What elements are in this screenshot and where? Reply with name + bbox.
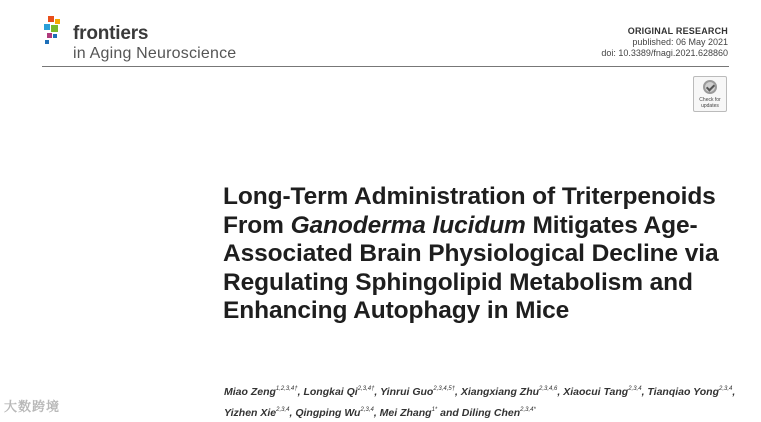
journal-name: in Aging Neuroscience [73,45,237,62]
watermark: 大数跨境 [4,399,61,414]
doi-link[interactable]: doi: 10.3389/fnagi.2021.628860 [601,48,728,58]
author-separator: and [437,407,462,419]
affiliation-marker: 2,3,4 [718,386,733,392]
check-for-updates-button[interactable] [693,76,727,112]
affiliation-marker: 2,3,4 [628,386,642,392]
check-icon [703,80,717,94]
article-title: Long-Term Administration of Triterpenoids From Ganoderma lucidum Mitigates Age-Associated Brain Physiological Decline via Regulating Sphingolipid Metabolism and Enhancing Autophagy in Mice [223,183,719,324]
species-name: Ganoderma lucidum [290,211,526,239]
published-date: published: 06 May 2021 [632,37,728,47]
author-list [224,380,744,422]
author-separator: , [297,386,304,398]
affiliation-marker: 1* [431,407,438,413]
affiliation-marker: 1,2,3,4† [275,386,298,392]
author-name[interactable]: Qingping Wu$^{2,3,4}$ [295,407,374,419]
author-name[interactable]: Longkai $Qi^{2,3,4\dagger}$ [303,386,375,398]
author-separator: , [455,386,461,398]
author-separator: , [373,407,380,419]
article-meta [601,26,728,59]
affiliation-marker: 2,3,4 [360,407,374,413]
author-name[interactable]: Xiaocui Tang$^{2,3,4}$ [563,386,642,398]
brand-name: frontiers [73,23,149,44]
article-type: ORIGINAL RESEARCH [627,26,728,36]
author-separator: , [374,386,381,398]
author-separator: , [289,407,296,419]
author-separator: , [641,386,648,398]
affiliation-marker: 2,3,4 [276,407,290,413]
check-updates-label: Check for updates [699,97,721,109]
author-name[interactable]: Yizhen Xie$^{2,3,4}$ [224,407,290,419]
author-name[interactable]: Miao Zeng$^{1,2,3,4\dagger}$ [224,386,298,398]
author-separator: , [732,386,736,398]
affiliation-marker: 2,3,4,5† [433,386,456,392]
affiliation-marker: 2,3,4† [357,386,375,392]
frontiers-logo-icon [42,14,70,50]
author-name[interactable]: Xiangxiang Zhu$^{2,3,4,6}$ [460,386,558,398]
author-name[interactable]: Diling Chen$^{2,3,4*}$ [461,407,536,419]
author-name[interactable]: Mei Zhang$^{1*}$ [379,407,438,419]
author-separator: , [557,386,564,398]
affiliation-marker: 2,3,4,6 [539,386,558,392]
author-name[interactable]: Yinrui Guo$^{2,3,4,5\dagger}$ [380,386,456,398]
affiliation-marker: 2,3,4* [520,407,536,413]
journal-logo[interactable] [42,14,282,64]
header-divider [42,66,729,67]
author-name[interactable]: Tianqiao Yong$^{2,3,4}$ [647,386,733,398]
